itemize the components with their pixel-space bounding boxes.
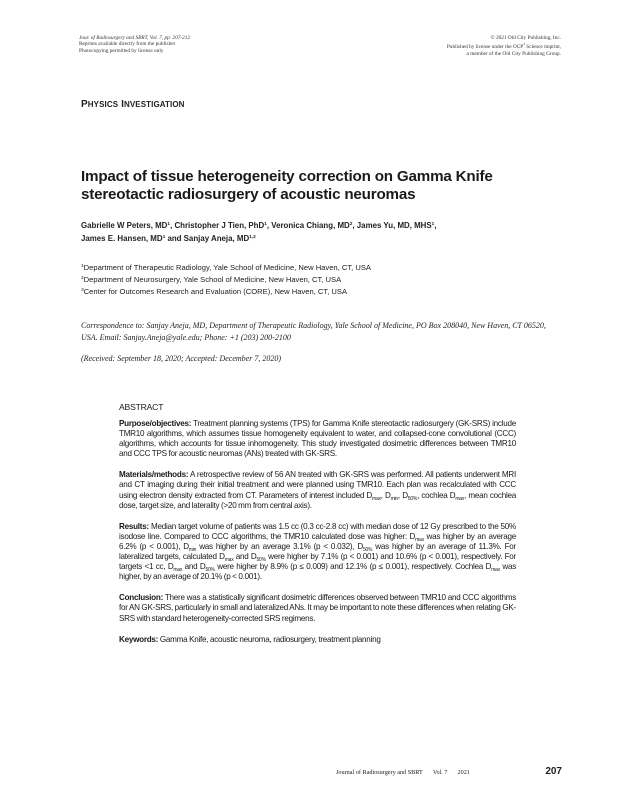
- author-sep: ,: [434, 221, 437, 230]
- author-list: [81, 219, 551, 246]
- subscript: max: [491, 567, 500, 574]
- abstract-text: and D: [233, 552, 257, 562]
- author: Christopher J Tien, PhD: [174, 221, 265, 230]
- section-label: [81, 99, 185, 110]
- affiliation-num: 1: [81, 264, 84, 269]
- license-text: Published by license under the OCP: [446, 44, 524, 51]
- affiliations: [81, 261, 371, 298]
- photocopying-note: Photocopying permitted by license only: [79, 47, 164, 54]
- author-affiliation-mark: 2: [349, 222, 353, 227]
- license-line: [447, 41, 561, 50]
- license-text-end: Science imprint,: [524, 44, 561, 51]
- affiliation-item: [81, 261, 371, 273]
- correspondence: Correspondence to: Sanjay Aneja, MD, Department of Therapeutic Radiology, Yale School of Medicine, PO Box 208040, New Haven, CT 06520, USA. Email: Sanjay.Aneja@yale.edu; Phone: +1 (203) 200-2100: [81, 321, 546, 343]
- abstract-text: , D: [380, 490, 391, 500]
- footer-year: 2021: [457, 769, 470, 776]
- abstract-label: Purpose/objectives:: [119, 419, 192, 428]
- affiliation-text: Department of Neurosurgery, Yale School of Medicine, New Haven, CT, USA: [83, 275, 342, 285]
- author: Veronica Chiang, MD: [271, 221, 350, 230]
- subscript: 50%: [362, 546, 373, 553]
- abstract-results: [119, 522, 516, 583]
- author: Gabrielle W Peters, MD: [81, 221, 168, 230]
- section-cap: I: [121, 99, 124, 110]
- author-affiliation-mark: 1,2: [249, 235, 256, 241]
- abstract-purpose: [119, 419, 516, 459]
- affiliation-item: [81, 273, 371, 285]
- affiliation-item: [81, 285, 371, 297]
- subscript: max: [455, 495, 465, 502]
- copyright-line: © 2021 Old City Publishing, Inc.: [490, 35, 561, 41]
- abstract-text: were higher by 8.9% (p ≤ 0.009) and 12.1% (p ≤ 0.001), respectively. Cochlea D: [214, 562, 492, 572]
- subscript: max: [173, 567, 183, 574]
- abstract-text: was higher by an average 6.2% (p < 0.001), D: [119, 531, 516, 551]
- author-affiliation-mark: 1: [431, 222, 435, 227]
- author: Sanjay Aneja, MD: [183, 234, 250, 244]
- abstract-label: Keywords:: [119, 634, 159, 644]
- section-small-caps: NVESTIGATION: [123, 100, 185, 109]
- section-small-caps: HYSICS: [87, 100, 119, 109]
- abstract-text: was higher by an average of 11.3%. For lateralized targets, calculated D: [119, 541, 516, 562]
- subscript: max: [372, 495, 381, 502]
- reprints-note: Reprints available directly from the publisher: [79, 41, 176, 48]
- article-title: Impact of tissue heterogeneity correction on Gamma Knife stereotactic radiosurgery of acoustic neuromas: [81, 168, 493, 203]
- journal-citation-header: [79, 35, 190, 54]
- author: James Yu, MD, MHS: [356, 221, 432, 230]
- affiliation-text: Center for Outcomes Research and Evaluation (CORE), New Haven, CT, USA: [83, 287, 348, 297]
- abstract-text: There was a statistically significant dosimetric differences observed between TMR10 and CCC algorithms for AN GK-SRS, particularly in small and lateralized ANs. It may be important to note these differences when relating GK-SRS with standard heterogeneity-corrected SRS regimens.: [119, 593, 516, 623]
- author-sep: ,: [266, 221, 272, 230]
- abstract-text: Treatment planning systems (TPS) for Gamma Knife stereotactic radiosurgery (GK-SRS) include TMR10 algorithms, which assumes tissue homogeneity equivalent to water, and collapsed-cone convolutional (CCC) algorithms, which accounts for tissue inhomogeneity. This study investigated dosimetric differences between TMR10 and CCC TPS for acoustic neuromas (ANs) treated with GK-SRS.: [119, 419, 516, 459]
- abstract-conclusion: [119, 593, 516, 623]
- abstract-text: was higher, by an average of 20.1% (p < 0.001).: [119, 562, 516, 582]
- abstract-methods: [119, 470, 516, 510]
- page-number: 207: [545, 766, 562, 777]
- page-footer: [336, 769, 480, 776]
- member-line: a member of the Old City Publishing Group.: [466, 50, 561, 57]
- abstract-label: Results:: [119, 521, 149, 531]
- author-sep: and: [165, 234, 184, 244]
- license-sup: 3: [523, 42, 525, 47]
- subscript: 50%: [407, 495, 418, 502]
- publisher-header: [447, 35, 561, 57]
- section-cap: P: [81, 99, 88, 110]
- subscript: 50%: [256, 557, 266, 564]
- subscript: max: [415, 536, 424, 543]
- abstract-text: were higher by 7.1% (p < 0.001) and 10.6% (p < 0.001), respectively. For targets <1 cc, D: [119, 552, 516, 572]
- abstract-text: , D: [397, 490, 408, 500]
- abstract-text: was higher by an average 3.1% (p < 0.032), D: [196, 541, 363, 551]
- abstract-text: Gamma Knife, acoustic neuroma, radiosurgery, treatment planning: [158, 634, 381, 644]
- subscript: max: [224, 557, 234, 564]
- abstract-text: , cochlea D: [417, 490, 456, 500]
- affiliation-num: 2: [81, 276, 84, 282]
- author-affiliation-mark: 1: [264, 222, 267, 227]
- abstract-text: and D: [182, 562, 206, 572]
- footer-volume: Vol. 7: [432, 769, 448, 776]
- subscript: 50%: [205, 567, 215, 574]
- journal-line: Jour. of Radiosurgery and SBRT, Vol. 7, pp. 207-212: [79, 35, 191, 41]
- author-sep: ,: [352, 221, 357, 230]
- author-affiliation-mark: 1: [167, 222, 171, 227]
- received-dates: (Received: September 18, 2020; Accepted: December 7, 2020): [81, 354, 281, 363]
- abstract-keywords: [119, 635, 516, 645]
- subscript: min: [390, 495, 398, 502]
- author-affiliation-mark: 1: [162, 235, 166, 241]
- abstract-heading: ABSTRACT: [119, 402, 164, 412]
- author-sep: ,: [170, 221, 175, 230]
- footer-journal: Journal of Radiosurgery and SBRT: [336, 769, 423, 776]
- subscript: min: [188, 546, 197, 553]
- abstract-label: Materials/methods:: [119, 470, 189, 480]
- affiliation-num: 3: [81, 288, 84, 294]
- abstract-text: Median target volume of patients was 1.5 cc (0.3 cc-2.8 cc) with median dose of 12 Gy prescribed to the 50% isodose line. Compared to CCC algorithms, the TMR10 calculated dose was higher: D: [119, 521, 516, 541]
- abstract-text: , mean cochlea dose, target size, and laterality (>20 mm from central axis).: [119, 490, 517, 510]
- abstract: [119, 402, 516, 656]
- affiliation-text: Department of Therapeutic Radiology, Yale School of Medicine, New Haven, CT, USA: [83, 263, 371, 272]
- abstract-text: A retrospective review of 56 AN treated with GK-SRS was performed. All patients underwent MRI and CT imaging during their initial treatment and were planned using TMR10. Each plan was recalculated with CCC using electron density extracted from CT. Parameters of interest included D: [119, 470, 516, 500]
- author: James E. Hansen, MD: [81, 234, 163, 244]
- abstract-label: Conclusion:: [119, 593, 164, 603]
